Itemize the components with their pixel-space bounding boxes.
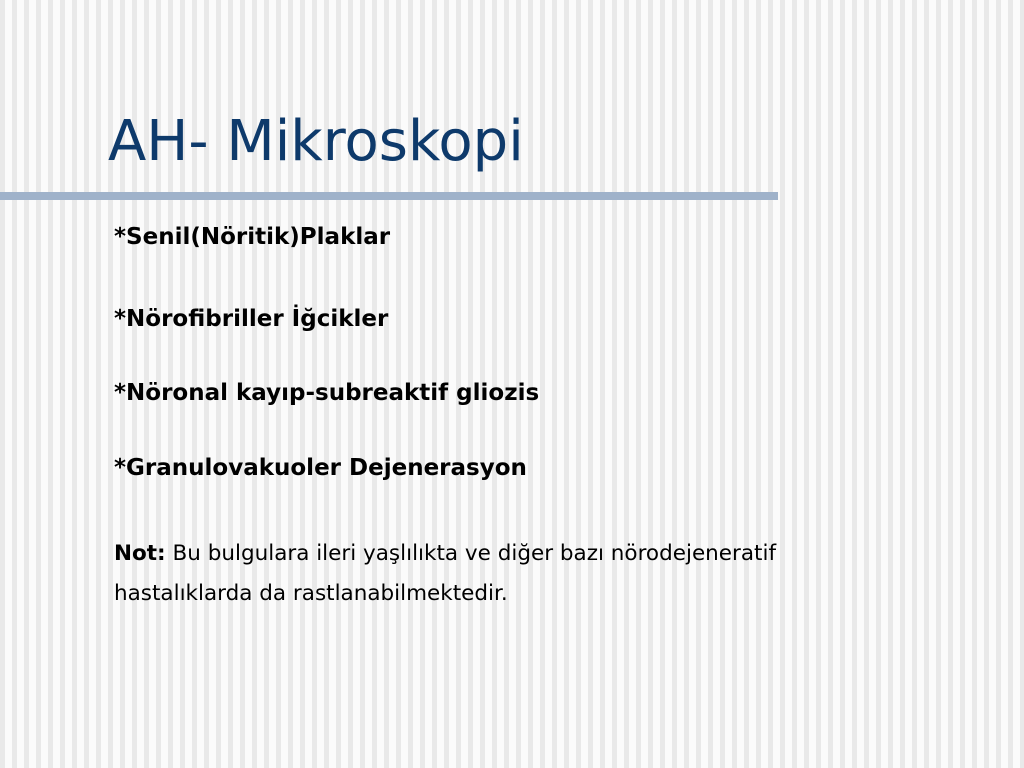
title-divider: [0, 192, 778, 200]
slide-title: AH- Mikroskopi: [108, 109, 524, 174]
note-text: Bu bulgulara ileri yaşlılıkta ve diğer bazı nörodejeneratif hastalıklarda da rastlanabilmektedir.: [114, 541, 777, 606]
bullet-norofibriller-igcikler: *Nörofibriller İğcikler: [114, 306, 389, 332]
bullet-senil-plaklar: *Senil(Nöritik)Plaklar: [114, 224, 391, 250]
note-paragraph: [114, 534, 874, 614]
note-label: Not:: [114, 541, 166, 566]
bullet-granulovakuoler: *Granulovakuoler Dejenerasyon: [114, 455, 527, 481]
bullet-noronal-kayip: *Nöronal kayıp-subreaktif gliozis: [114, 380, 540, 406]
